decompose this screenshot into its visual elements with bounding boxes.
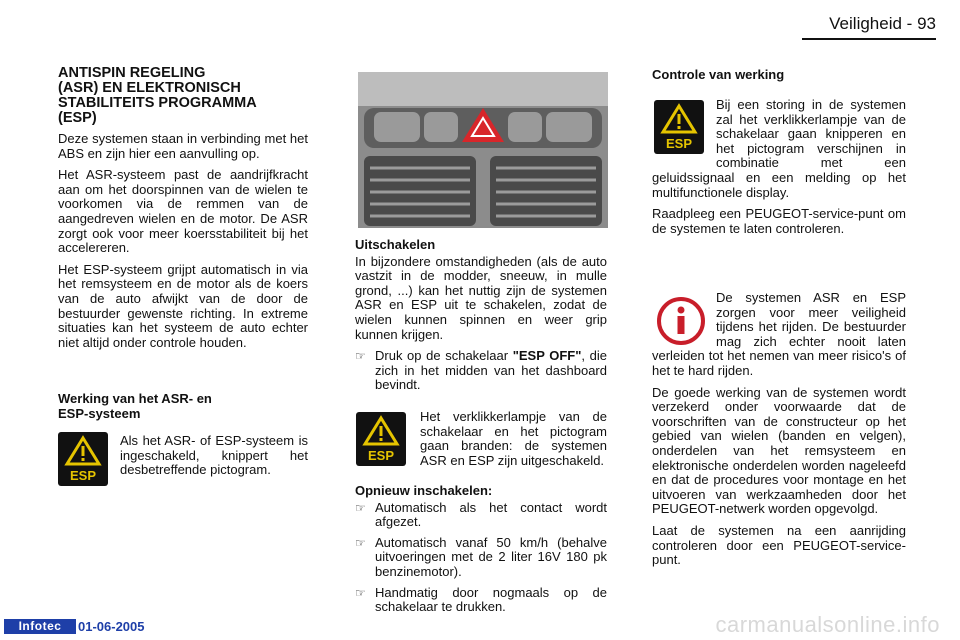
footer-date: 01-06-2005 [78,619,145,634]
controle-heading: Controle van werking [652,67,785,82]
bullet-text: Handmatig door nogmaals op de schakelaar te drukken. [375,584,607,615]
uitschakelen-heading: Uitschakelen [355,237,436,252]
esp-warning-icon [356,412,406,466]
column-1 [58,66,308,357]
info-text: De systemen ASR en ESP zorgen voor meer veiligheid tijdens het rijden. De bestuurder mag zich echter nooit laten verleiden tot het nemen van meer risico's of het te hard rijden. [652,290,906,378]
paragraph-esp: Het ESP-systeem grijpt automatisch in via het remsysteem en de motor als de koers van de auto afwijkt van de door de bestuurder gewenste richting. In extreme situaties kan het systeem de auto echter niet altijd onder controle houden. [58,261,308,350]
heading-line: ESP-systeem [58,405,141,421]
hand-pointer-icon: ☞ [355,585,366,600]
page-number: 93 [917,14,936,33]
bullet-item [355,501,607,530]
controle-text: Bij een storing in de systemen zal het verklikkerlampje van de schakelaar gaan knipperen en het pictogram verschijnen in combinatie met een geluidssignaal en een melding op het multifunctionele display. [652,97,906,200]
header-separator: - [906,14,913,33]
title-line: ANTISPIN REGELING [58,65,206,81]
icon-spacer [652,291,716,349]
bullet-text: Automatisch vanaf 50 km/h (behalve uitvoeringen met de 2 liter 16V 180 pk benzinemotor). [375,534,607,579]
bullet-text: , die zich in het midden van het dashboard bevindt. [375,348,607,393]
paragraph-asr: Het ASR-systeem past de aandrijfkracht aan om het doorspinnen van de wielen te voorkomen via de remmen van de aangedreven wielen en de motor. De ASR zorgt ook voor meer koersstabiliteit bij het accelereren. [58,167,308,256]
opnieuw-section [355,484,607,621]
controle-heading-wrap [652,68,906,85]
hand-pointer-icon: ☞ [355,500,366,515]
bullet-item [355,536,607,580]
esp-icon-label: ESP [367,448,394,463]
aanrijding-text: Laat de systemen na een aanrijding controleren door een PEUGEOT-service-punt. [652,522,906,568]
title-line: (ESP) [58,110,97,126]
bullet-text: Druk op de schakelaar [375,348,513,364]
controle-block [652,98,906,243]
esp-warning-icon [58,432,108,486]
icon-spacer [652,98,716,160]
title-line: STABILITEITS PROGRAMMA [58,95,257,111]
section-title: Veiligheid [829,14,902,33]
infotec-logo: Infotec [4,619,76,634]
page-header [829,14,936,34]
column-2 [355,238,607,399]
werking-section [58,392,308,423]
dashboard-photo [358,72,608,228]
paragraph-intro: Deze systemen staan in verbinding met het ABS en zijn hier een aanvulling op. [58,131,308,161]
bullet-item [355,586,607,615]
raadpleeg-text: Raadpleeg een PEUGEOT-service-punt om de systemen te laten controleren. [652,206,906,236]
section-title-asr-esp [58,66,308,126]
title-line: (ASR) EN ELEKTRONISCH [58,80,241,96]
goede-werking-text: De goede werking van de systemen wordt verzekerd onder voorwaarde dat de voorschriften van de constructeur op het gebied van wielen (banden en velgen), onderdelen van het remsysteem en elektronische onderdelen worden nageleefd en dat de procedures voor montage en het uitvoeren van werkzaamheden door het PEUGEOT-netwerk worden opgevolgd. [652,384,906,517]
hand-pointer-icon: ☞ [355,535,366,550]
info-block [652,291,906,575]
bullet-esp-off [355,349,607,393]
lamp-text: Het verklikkerlampje van de schakelaar en het pictogram gaan branden: de systemen ASR en ESP zijn uitgeschakeld. [420,409,607,468]
esp-icon-label: ESP [665,136,692,151]
heading-line: Werking van het ASR- en [58,391,212,406]
werking-text: Als het ASR- of ESP-systeem is ingeschakeld, knippert het desbetreffende pictogram. [120,433,308,478]
esp-icon-label: ESP [69,468,96,483]
hand-pointer-icon: ☞ [355,349,366,364]
opnieuw-heading: Opnieuw inschakelen: [355,483,493,498]
header-rule [802,38,936,40]
werking-heading [58,392,308,421]
bullet-bold: "ESP OFF" [512,348,582,364]
bullet-text: Automatisch als het contact wordt afgezet. [375,499,607,530]
uitschakelen-text: In bijzondere omstandigheden (als de auto vastzit in de modder, sneeuw, in mulle grond, ...) kan het nuttig zijn de systemen ASR en ESP uit te schakelen, zodat de wielen kunnen spinnen en weer grip kunnen krijgen. [355,253,607,342]
watermark: carmanualsonline.info [715,612,940,637]
